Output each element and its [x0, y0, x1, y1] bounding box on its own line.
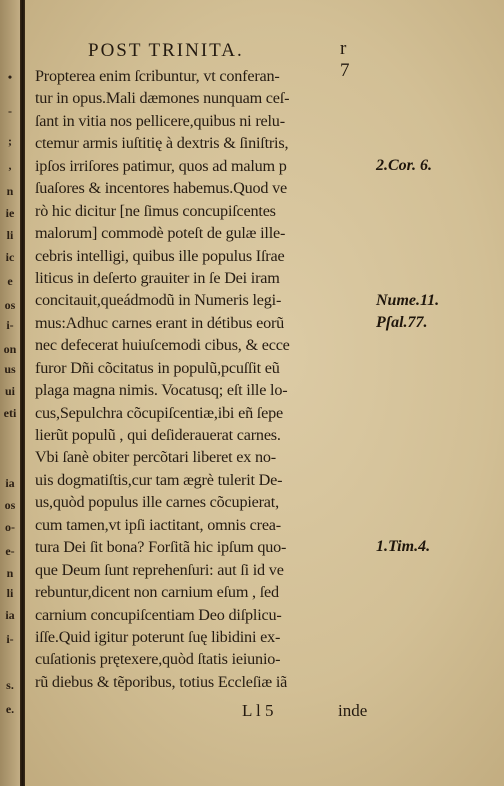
text-line: ſuaſores & incentores habemus.Quod ve — [35, 179, 287, 198]
margin-note: Nume.11. — [376, 291, 440, 309]
text-line: Propterea enim ſcribuntur, vt conferan- — [35, 67, 280, 85]
text-line: us,quòd populus ille carnes cõcupierat, — [35, 493, 279, 512]
facing-page-fragment: i- — [6, 632, 14, 646]
facing-page-edge — [0, 0, 20, 786]
facing-page-fragment: i- — [6, 318, 14, 332]
margin-note: 2.Cor. 6. — [376, 156, 433, 174]
facing-page-fragment: ia — [5, 608, 15, 622]
facing-page-fragment: li — [6, 228, 14, 242]
facing-page-fragment: os — [4, 498, 16, 512]
facing-page-fragment: s. — [6, 678, 14, 692]
facing-page-fragment: on — [3, 342, 17, 356]
facing-page-fragment: n — [6, 184, 14, 198]
facing-page-fragment: e- — [5, 544, 15, 558]
text-line: cus,Sepulchra cõcupiſcentiæ,ibi eñ ſepe — [35, 403, 283, 422]
text-line: Vbi ſanè obiter percõtari liberet ex no- — [35, 448, 277, 467]
text-line: furor Dñi cõcitatus in populũ,pcuſſit eũ — [35, 358, 280, 377]
text-line: rò hic dicitur [ne ſimus concupiſcentes — [35, 201, 276, 220]
facing-page-fragment: ia — [5, 476, 15, 490]
margin-note: Pſal.77. — [376, 313, 428, 331]
text-line: plaga magna nimis. Vocatusq; eſt ille lo- — [35, 381, 288, 400]
text-line: mus:Adhuc carnes erant in détibus eorũ — [35, 313, 285, 332]
text-line: carnium concupiſcentiam Deo diſplicu- — [35, 605, 282, 624]
page-folio: r 7 — [340, 38, 354, 81]
running-title: POST TRINITA. — [88, 40, 244, 61]
text-line: tur in opus.Mali dæmones nunquam ceſ- — [35, 89, 290, 108]
text-line: que Deum ſunt reprehenſuri: aut ſi id ve — [35, 560, 284, 579]
text-line: concitauit,queádmodũ in Numeris legi- — [35, 291, 282, 310]
facing-page-fragment: ; — [8, 134, 12, 148]
text-line: tura Dei ſit bona? Forſitã hic ipſum quo- — [35, 538, 287, 557]
text-line: lierũt populũ , qui deſiderauerat carnes. — [35, 426, 281, 444]
text-line: liticus in deſerto grauiter in ſe Dei iram — [35, 268, 280, 287]
facing-page-fragment: n — [6, 566, 14, 580]
text-line: ctemur armis iuſtitię à dextris & ſiniſtris, — [35, 134, 289, 153]
facing-page-fragment: ie — [5, 206, 15, 220]
text-line: ipſos irriſores patimur, quos ad malum p — [35, 156, 287, 175]
facing-page-fragment: ic — [5, 250, 15, 264]
text-line: ſant in vitia nos pellicere,quibus ni relu- — [35, 111, 285, 130]
text-line: uis dogmatiſtis,cur tam ægrè tulerit De- — [35, 470, 283, 489]
signature-mark: L l 5 — [242, 701, 274, 720]
facing-page-fragment: us — [4, 362, 16, 376]
text-line: rebuntur,dicent non carnium eſum , ſed — [35, 583, 279, 602]
text-line: rũ diebus & tẽporibus, totius Eccleſiæ iã — [35, 672, 288, 691]
text-line: cum tamen,vt ipſi iactitant, omnis crea- — [35, 515, 281, 534]
text-line: nec defecerat huiuſcemodi cibus, & ecce — [35, 336, 290, 355]
facing-page-fragment: • — [7, 70, 13, 84]
facing-page-fragment: e. — [5, 702, 15, 716]
text-line: cebris intelligi, quibus ille populus Iſrae — [35, 246, 285, 265]
facing-page-fragment: li — [6, 586, 14, 600]
book-spine — [20, 0, 25, 786]
facing-page-fragment: eti — [3, 406, 17, 420]
facing-page-fragment: e — [7, 274, 13, 288]
facing-page-fragment: o- — [5, 520, 15, 534]
text-line: malorum] commodè poteſt de gulæ ille- — [35, 224, 286, 243]
body-text — [35, 65, 373, 693]
catchword: inde — [338, 701, 368, 720]
facing-page-fragment: - — [8, 104, 12, 118]
text-line: iſſe.Quid igitur poterunt ſuę libidini ex- — [35, 627, 281, 646]
facing-page-fragment: ui — [4, 384, 15, 398]
facing-page-fragment: os — [4, 298, 16, 312]
facing-page-fragment: , — [8, 158, 12, 172]
text-line: cuſationis prętexere,quòd ſtatis ieiunio- — [35, 650, 281, 669]
margin-note: 1.Tim.4. — [376, 538, 431, 556]
